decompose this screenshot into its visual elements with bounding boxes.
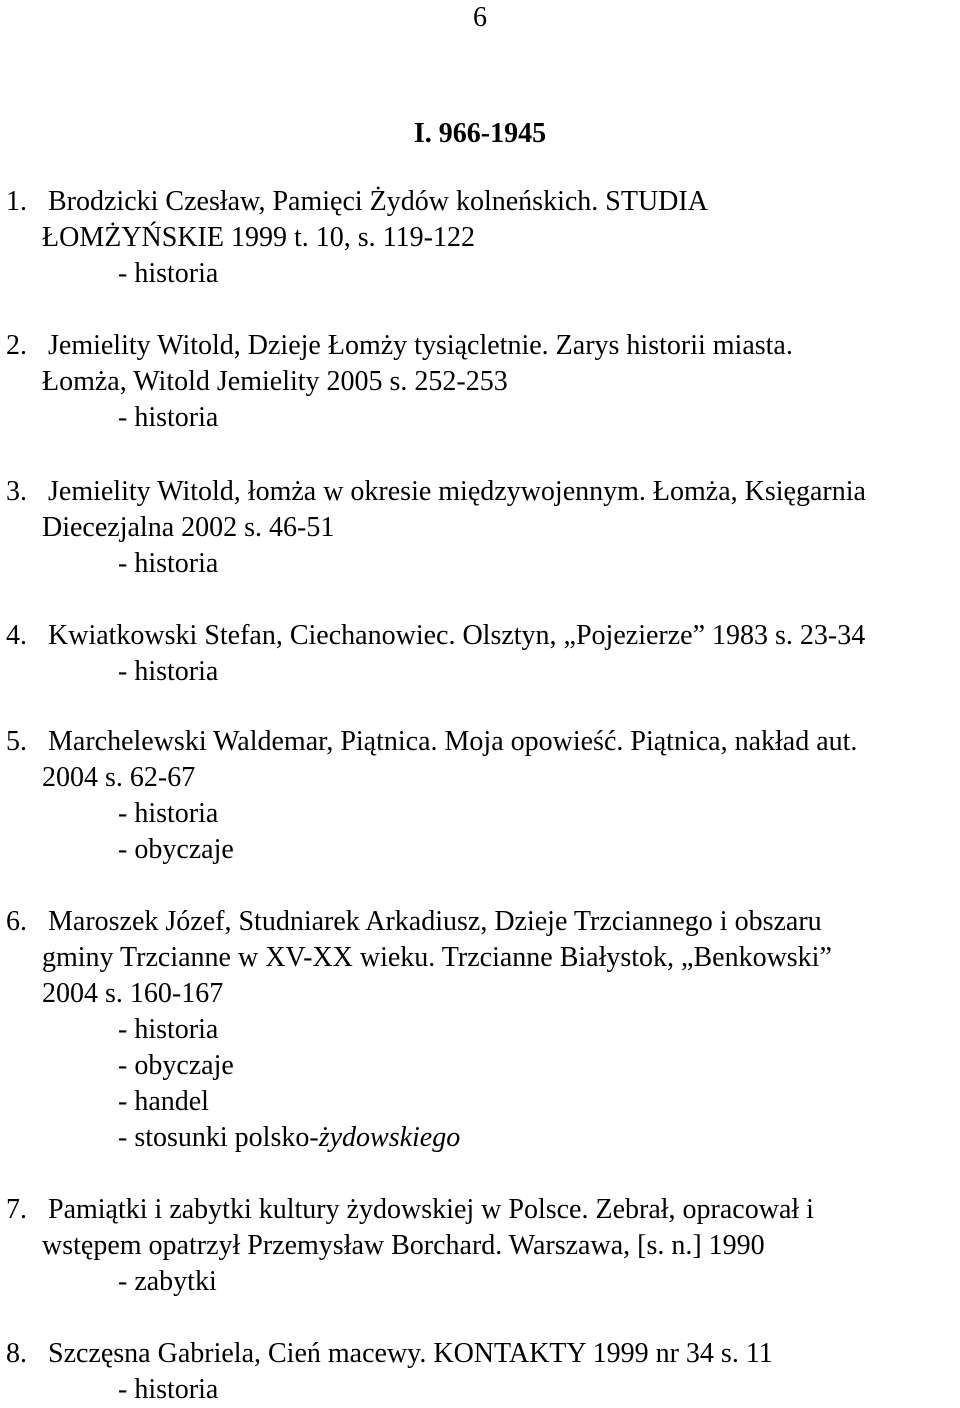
entry-text-line: wstępem opatrzył Przemysław Borchard. Warszawa, [s. n.] 1990 <box>42 1230 765 1261</box>
entry-text-line: Jemielity Witold, łomża w okresie międzywojennym. Łomża, Księgarnia <box>48 476 866 507</box>
entry-text-line: Pamiątki i zabytki kultury żydowskiej w Polsce. Zebrał, opracował i <box>48 1194 814 1225</box>
entry-number: 3. <box>6 476 27 507</box>
entry-tag: - historia <box>118 402 219 433</box>
entry-text-line: Szczęsna Gabriela, Cień macewy. KONTAKTY 1999 nr 34 s. 11 <box>48 1338 773 1369</box>
bibliography-entry-4 <box>0 618 950 690</box>
entry-number: 6. <box>6 906 27 937</box>
entry-text-line: ŁOMŻYŃSKIE 1999 t. 10, s. 119-122 <box>42 222 475 253</box>
bibliography-entry-6 <box>0 904 950 1156</box>
entry-number: 8. <box>6 1338 27 1369</box>
entry-tag: - historia <box>118 548 219 579</box>
entry-tag: - historia <box>118 1014 219 1045</box>
entry-tag-prefix: - stosunki polsko- <box>118 1122 319 1153</box>
entry-text-line: Jemielity Witold, Dzieje Łomży tysiącletnie. Zarys historii miasta. <box>48 330 793 361</box>
bibliography-entry-1 <box>0 184 950 292</box>
entry-number: 7. <box>6 1194 27 1225</box>
entry-tag: - handel <box>118 1086 209 1117</box>
entry-tag: - historia <box>118 798 219 829</box>
bibliography-entry-3 <box>0 474 950 582</box>
page-number: 6 <box>473 2 487 33</box>
entry-number: 2. <box>6 330 27 361</box>
entry-text-line: Diecezjalna 2002 s. 46-51 <box>42 512 335 543</box>
entry-text-line: Brodzicki Czesław, Pamięci Żydów kolneńskich. STUDIA <box>48 186 708 217</box>
entry-tag: - historia <box>118 656 219 687</box>
entry-text-line: Marchelewski Waldemar, Piątnica. Moja opowieść. Piątnica, nakład aut. <box>48 726 858 757</box>
entry-text-line: 2004 s. 62-67 <box>42 762 196 793</box>
entry-text-line: Kwiatkowski Stefan, Ciechanowiec. Olsztyn, „Pojezierze” 1983 s. 23-34 <box>48 620 866 651</box>
entry-tag: - obyczaje <box>118 1050 234 1081</box>
bibliography-entry-5 <box>0 724 950 868</box>
entry-number: 4. <box>6 620 27 651</box>
entry-number: 5. <box>6 726 27 757</box>
bibliography-entry-7 <box>0 1192 950 1300</box>
entry-text-line: 2004 s. 160-167 <box>42 978 224 1009</box>
bibliography-entry-2 <box>0 328 950 436</box>
entry-tag: - historia <box>118 258 219 289</box>
entry-tag <box>0 1120 950 1156</box>
entry-tag: - zabytki <box>118 1266 217 1297</box>
section-title: I. 966-1945 <box>413 118 547 149</box>
bibliography-entry-8 <box>0 1336 950 1408</box>
entry-text-line: Maroszek Józef, Studniarek Arkadiusz, Dzieje Trzciannego i obszaru <box>48 906 822 937</box>
entry-tag: - obyczaje <box>118 834 234 865</box>
entry-text-line: gminy Trzcianne w XV-XX wieku. Trzcianne Białystok, „Benkowski” <box>42 942 832 973</box>
entry-tag-italic: żydowskiego <box>318 1122 461 1153</box>
entry-tag: - historia <box>118 1374 219 1405</box>
entry-number: 1. <box>6 186 27 217</box>
entry-text-line: Łomża, Witold Jemielity 2005 s. 252-253 <box>42 366 508 397</box>
